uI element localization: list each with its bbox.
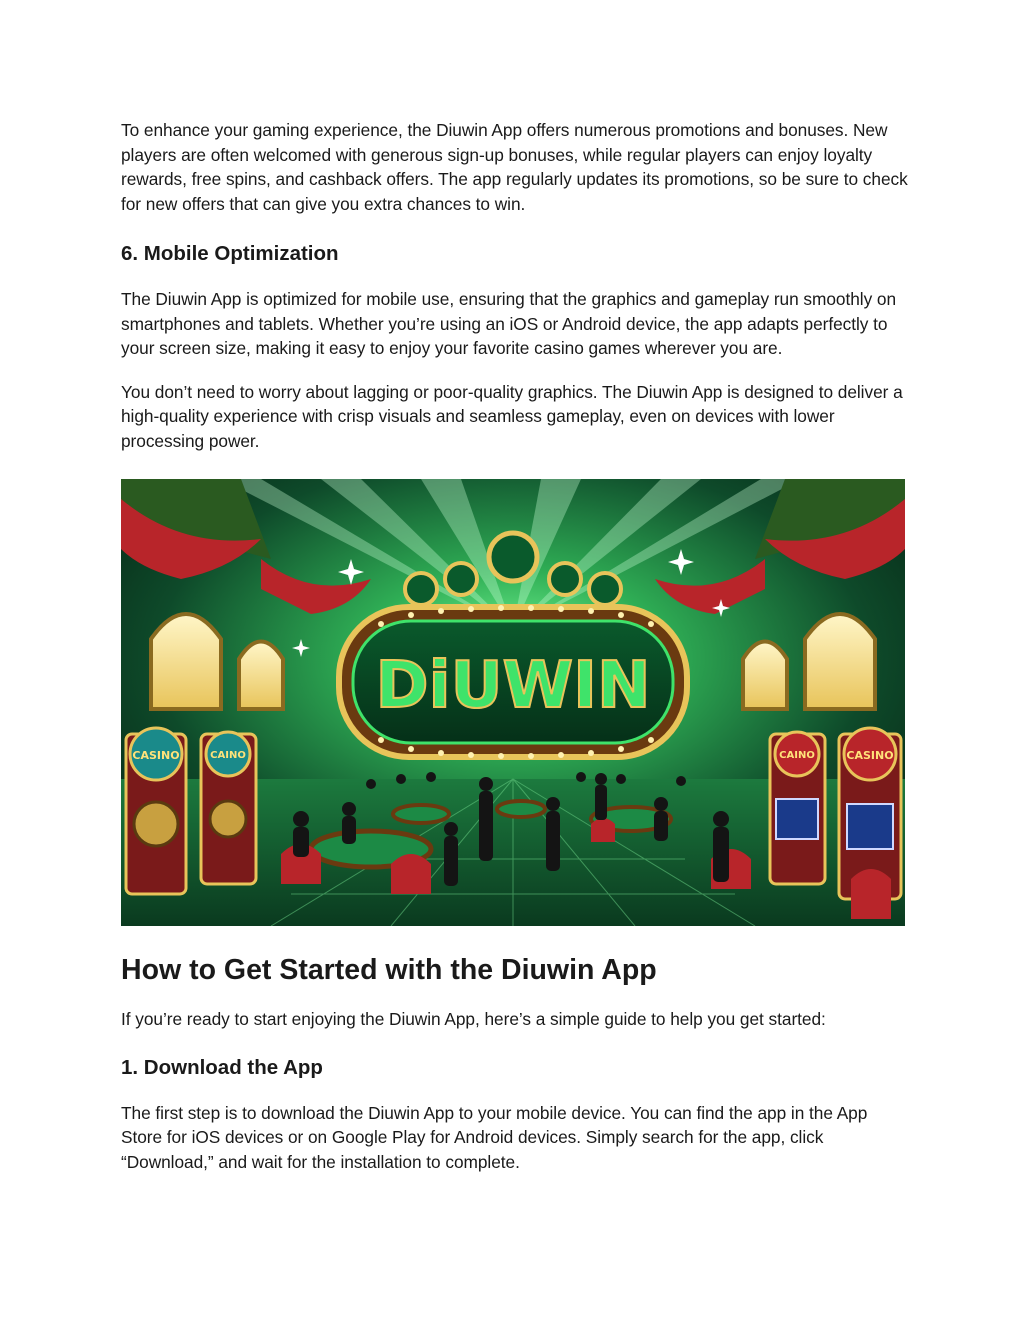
- casino-label-left-2: CAINO: [210, 750, 246, 761]
- diuwin-casino-image: [121, 479, 905, 926]
- download-paragraph: The first step is to download the Diuwin App to your mobile device. You can find the app in the App Store for iOS devices or on Google Play for Android devices. Simply search for the app, click “Download,” and wait for the installation to complete.: [121, 1102, 868, 1172]
- casino-label-right-1: CAINO: [779, 750, 815, 761]
- diuwin-sign: [339, 605, 687, 759]
- mobile-paragraph-1: The Diuwin App is optimized for mobile use, ensuring that the graphics and gameplay run smoothly on smartphones and tablets. Whether you’re using an iOS or Android device, the app adapts perfectly to your screen size, making it easy to enjoy your favorite casino games wherever you are.: [121, 289, 897, 358]
- casino-label-right-2: CASINO: [846, 749, 894, 762]
- casino-label-left-1: CASINO: [132, 749, 180, 762]
- sign-text: DiUWIN: [375, 649, 651, 723]
- get-started-heading: How to Get Started with the Diuwin App: [121, 954, 657, 986]
- get-started-intro: If you’re ready to start enjoying the Diuwin App, here’s a simple guide to help you get started:: [121, 1009, 826, 1029]
- mobile-optimization-heading: 6. Mobile Optimization: [121, 242, 339, 265]
- document-page: [121, 118, 911, 1174]
- promotions-paragraph: To enhance your gaming experience, the Diuwin App offers numerous promotions and bonuses. New players are often welcomed with generous sign-up bonuses, while regular players can enjoy loyalty rewards, free spins, and cashback offers. The app regularly updates its promotions, so be sure to check for new offers that can give you extra chances to win.: [121, 120, 908, 214]
- download-app-heading: 1. Download the App: [121, 1055, 323, 1079]
- mobile-paragraph-2: You don’t need to worry about lagging or poor-quality graphics. The Diuwin App is designed to deliver a high-quality experience with crisp visuals and seamless gameplay, even on devices with lower processing power.: [121, 381, 903, 451]
